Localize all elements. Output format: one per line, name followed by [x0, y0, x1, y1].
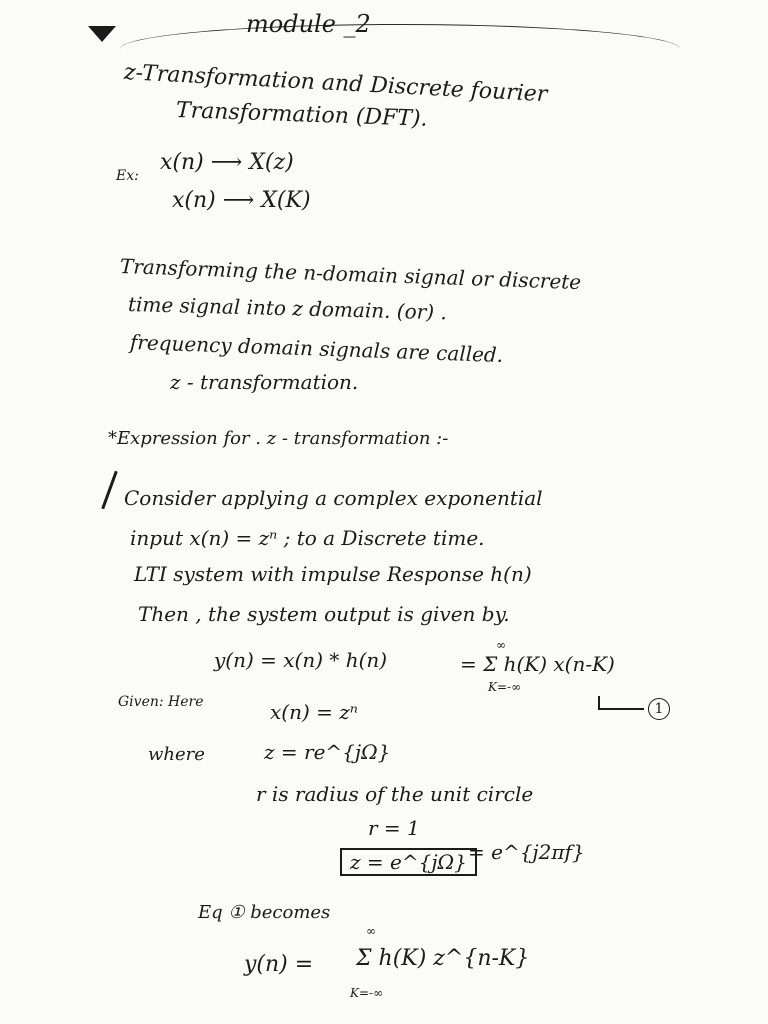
where-equation: z = re^{jΩ}	[264, 740, 391, 764]
convolution-eq: y(n) = x(n) * h(n)	[214, 648, 388, 672]
exponential-form: = e^{j2πf}	[468, 840, 585, 864]
definition-line-1: Transforming the n-domain signal or discrete	[119, 254, 582, 295]
definition-line-2: time signal into z domain. (or) .	[127, 292, 448, 325]
derivation-line-2: input x(n) = zⁿ ; to a Discrete time.	[130, 526, 485, 550]
convolution-sum: = Σ h(K) x(n-K)	[460, 652, 615, 676]
example-line-2: x(n) ⟶ X(K)	[172, 188, 311, 213]
equation-arrow	[598, 696, 644, 710]
title-line-2: Transformation (DFT).	[175, 98, 428, 132]
derivation-line-4: Then , the system output is given by.	[138, 602, 510, 626]
margin-mark	[101, 471, 117, 510]
final-sum-lower: K=-∞	[350, 986, 384, 1000]
equation-number-1: 1	[648, 698, 670, 720]
where-label: where	[148, 744, 205, 765]
title-line-1: z-Transformation and Discrete fourier	[123, 60, 548, 108]
given-label: Given: Here	[118, 694, 204, 710]
definition-line-3: frequency domain signals are called.	[129, 330, 504, 368]
example-line-1: x(n) ⟶ X(z)	[160, 150, 294, 175]
boxed-z-equation: z = e^{jΩ}	[340, 848, 477, 876]
final-sum-upper: ∞	[366, 924, 376, 938]
module-heading: module _2	[246, 10, 371, 38]
final-lhs: y(n) =	[244, 952, 314, 977]
example-label: Ex:	[116, 168, 139, 184]
derivation-line-3: LTI system with impulse Response h(n)	[134, 562, 532, 586]
derivation-line-1: Consider applying a complex exponential	[124, 486, 543, 510]
page-top-rule	[120, 24, 680, 49]
equation-becomes: Eq ① becomes	[198, 902, 331, 923]
page-corner-mark	[88, 26, 116, 42]
definition-line-4: z - transformation.	[170, 370, 359, 394]
radius-description: r is radius of the unit circle	[256, 782, 534, 806]
final-sum: Σ h(K) z^{n-K}	[356, 946, 530, 971]
given-equation: x(n) = zⁿ	[270, 700, 358, 724]
sum-lower-limit: K=-∞	[488, 680, 522, 694]
expression-heading: *Expression for . z - transformation :-	[108, 428, 449, 449]
r-value: r = 1	[368, 816, 420, 840]
sum-upper-limit: ∞	[496, 638, 506, 652]
